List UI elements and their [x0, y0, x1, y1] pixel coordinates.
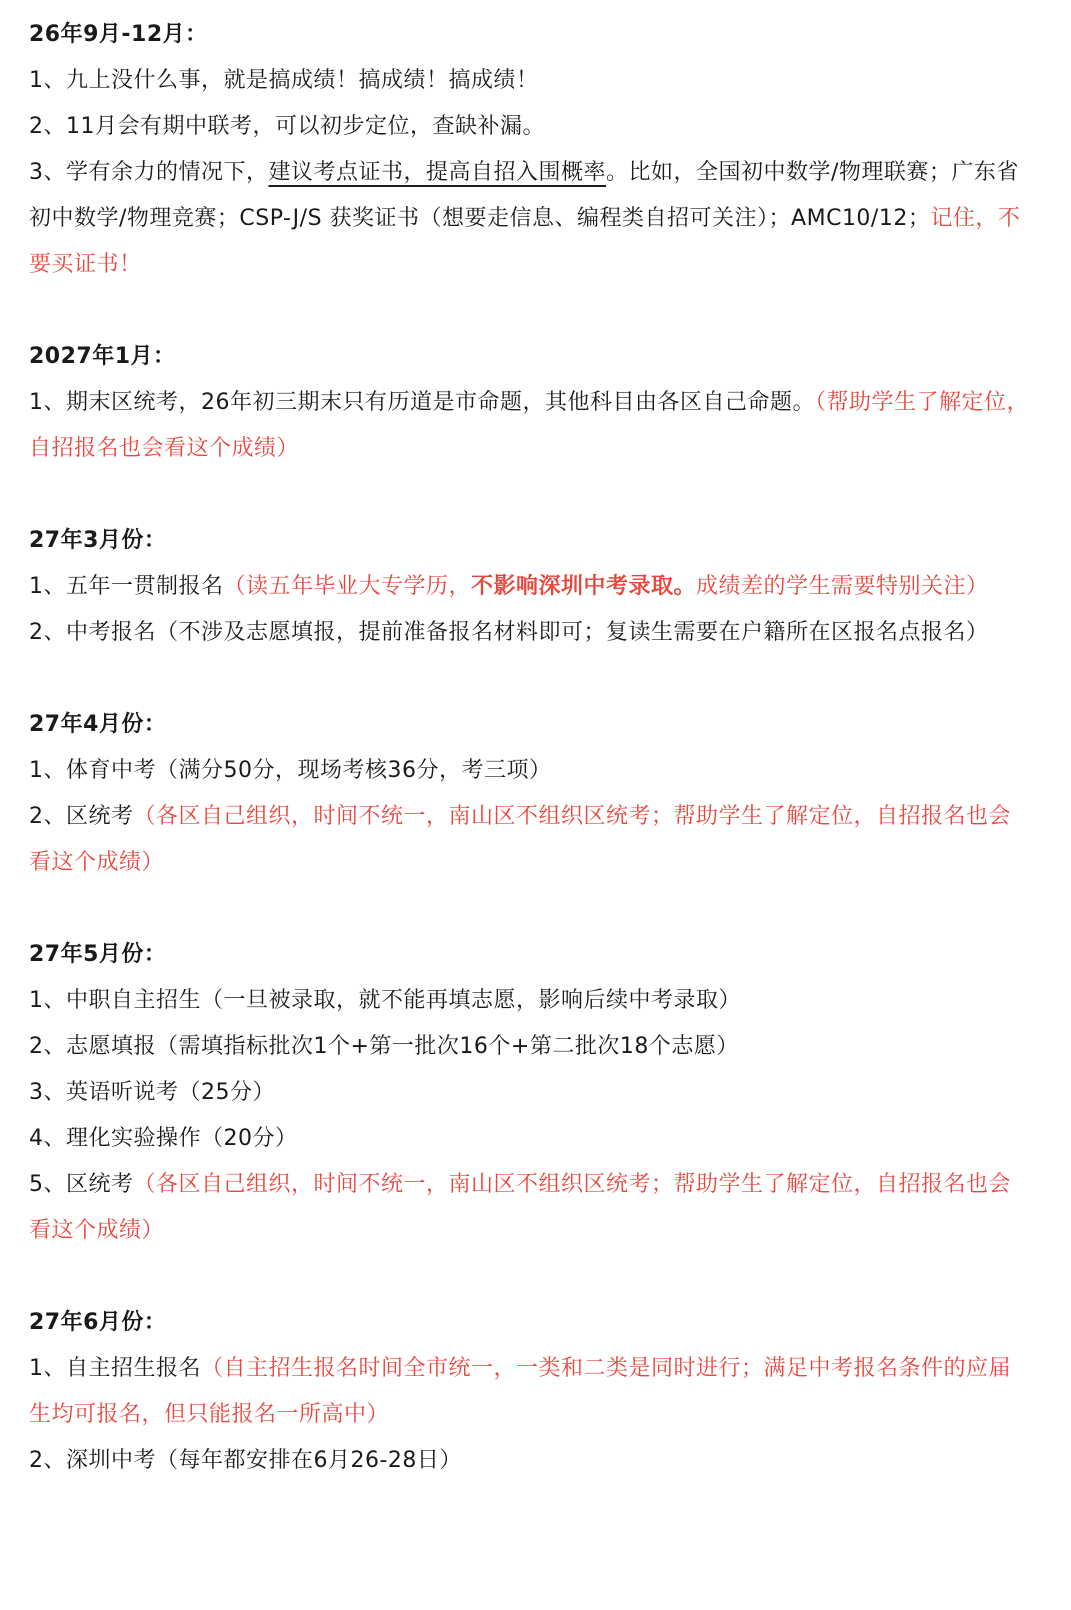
timeline-section	[29, 1300, 1033, 1484]
item-text: 4、理化实验操作（20分）	[29, 1126, 298, 1151]
list-item	[29, 1070, 1033, 1116]
item-text: 。比如，全国初中数学/物理联赛；广东省初中数学/物理竞赛；CSP-J/S 获奖证书（想要走信息、编程类自招可关注）；AMC10/12；	[29, 160, 1019, 231]
item-text: 2、11月会有期中联考，可以初步定位，查缺补漏。	[29, 114, 545, 139]
list-item	[29, 748, 1033, 794]
section-title: 27年3月份：	[29, 528, 167, 553]
item-text: 2、志愿填报（需填指标批次1个+第一批次16个+第二批次18个志愿）	[29, 1034, 739, 1059]
item-text: 1、中职自主招生（一旦被录取，就不能再填志愿，影响后续中考录取）	[29, 988, 741, 1013]
list-item	[29, 1116, 1033, 1162]
highlight-note: （读五年毕业大专学历，	[223, 574, 472, 599]
item-text: 3、学有余力的情况下，	[29, 160, 269, 185]
item-text: 1、五年一贯制报名	[29, 574, 224, 599]
list-item	[29, 978, 1033, 1024]
highlight-note: 不影响深圳中考录取。	[471, 574, 697, 599]
timeline-section	[29, 932, 1033, 1254]
item-text: 3、英语听说考（25分）	[29, 1080, 275, 1105]
list-item	[29, 1162, 1033, 1254]
list-item	[29, 794, 1033, 886]
list-item	[29, 58, 1033, 104]
highlight-note: （帮助学生了解定位，自招报名也会看这个成绩）	[29, 390, 1030, 461]
section-title: 2027年1月：	[29, 344, 176, 369]
highlight-note: （自主招生报名时间全市统一，一类和二类是同时进行；满足中考报名条件的应届生均可报名，但只能报名一所高中）	[29, 1356, 1012, 1427]
section-title: 27年5月份：	[29, 942, 167, 967]
list-item	[29, 564, 1033, 610]
timeline-section	[29, 12, 1033, 288]
list-item	[29, 1438, 1033, 1484]
item-text: 1、期末区统考，26年初三期末只有历道是市命题，其他科目由各区自己命题。	[29, 390, 815, 415]
list-item	[29, 1346, 1033, 1438]
timeline-section	[29, 334, 1033, 472]
item-text: 5、区统考	[29, 1172, 134, 1197]
highlight-note: （各区自己组织，时间不统一，南山区不组织区统考；帮助学生了解定位，自招报名也会看这个成绩）	[29, 1172, 1012, 1243]
highlight-note: （各区自己组织，时间不统一，南山区不组织区统考；帮助学生了解定位，自招报名也会看这个成绩）	[29, 804, 1012, 875]
list-item	[29, 150, 1033, 288]
list-item	[29, 1024, 1033, 1070]
highlight-note: 成绩差的学生需要特别关注）	[696, 574, 989, 599]
item-text: 2、深圳中考（每年都安排在6月26-28日）	[29, 1448, 462, 1473]
underlined-text: 建议考点证书，提高自招入围概率	[268, 160, 607, 185]
item-text: 1、自主招生报名	[29, 1356, 201, 1381]
timeline-section	[29, 518, 1033, 656]
item-text: 2、中考报名（不涉及志愿填报，提前准备报名材料即可；复读生需要在户籍所在区报名点报名）	[29, 620, 989, 645]
highlight-note: 记住，不要买证书！	[29, 206, 1021, 277]
list-item	[29, 104, 1033, 150]
item-text: 1、体育中考（满分50分，现场考核36分，考三项）	[29, 758, 552, 783]
timeline-section	[29, 702, 1033, 886]
section-title: 27年6月份：	[29, 1310, 167, 1335]
list-item	[29, 610, 1033, 656]
item-text: 1、九上没什么事，就是搞成绩！搞成绩！搞成绩！	[29, 68, 539, 93]
section-title: 27年4月份：	[29, 712, 167, 737]
item-text: 2、区统考	[29, 804, 134, 829]
section-title: 26年9月-12月：	[29, 22, 208, 47]
list-item	[29, 380, 1033, 472]
